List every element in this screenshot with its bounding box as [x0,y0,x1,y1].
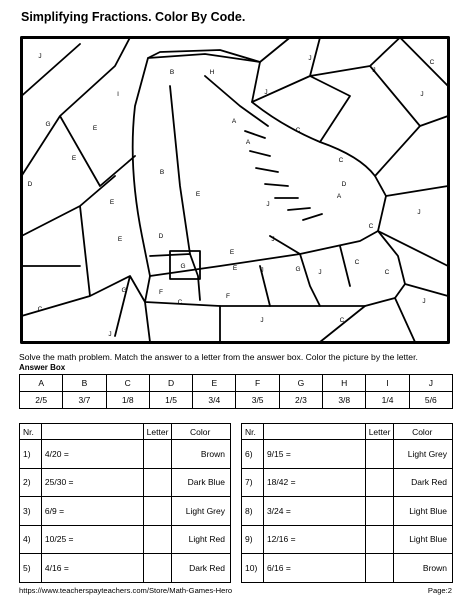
region-letter: E [92,125,98,132]
letter-header: Letter [143,424,172,440]
color-header: Color [172,424,231,440]
answer-box-letters-row [20,375,453,392]
nr-header: Nr. [242,424,264,440]
nr-header: Nr. [20,424,42,440]
answer-value: 3/7 [63,392,106,409]
region-letter: H [209,69,215,76]
answer-letter: J [409,375,452,392]
region-letter: B [169,69,175,76]
shoe-picture [20,36,450,344]
problem-header [41,424,143,440]
region-letter: C [37,306,43,313]
letter-answer-cell[interactable] [143,525,172,554]
answer-letter: E [193,375,236,392]
letter-answer-cell[interactable] [365,440,394,469]
answer-value: 2/5 [20,392,63,409]
region-letter: D [158,233,164,240]
answer-letter: D [149,375,192,392]
region-letter: J [266,201,270,208]
region-letter: A [336,193,342,200]
letter-answer-cell[interactable] [365,497,394,526]
problem-row [20,525,231,554]
letter-header: Letter [365,424,394,440]
region-letter: E [195,191,201,198]
region-letter: B [159,169,165,176]
region-letter: J [420,91,424,98]
problem-expression: 18/42 = [263,468,365,497]
problem-color: Dark Red [172,554,231,583]
problem-expression: 3/24 = [263,497,365,526]
region-letter: C [384,269,390,276]
answer-value: 1/5 [149,392,192,409]
problem-row [20,497,231,526]
problem-number: 4) [20,525,42,554]
letter-answer-cell[interactable] [143,497,172,526]
region-letter: J [260,317,264,324]
problem-color: Brown [394,554,453,583]
answer-letter: F [236,375,279,392]
answer-value: 2/3 [279,392,322,409]
shoe-outline [133,54,405,306]
problem-expression: 12/16 = [263,525,365,554]
problem-expression: 4/16 = [41,554,143,583]
problem-number: 8) [242,497,264,526]
region-letter: A [231,118,237,125]
region-letter: J [264,89,268,96]
region-letter: D [27,181,33,188]
answer-letter: G [279,375,322,392]
region-letter: J [260,267,264,274]
problem-number: 2) [20,468,42,497]
page-number: Page:2 [427,586,452,595]
region-letter: G [121,287,127,294]
problem-number: 9) [242,525,264,554]
problem-number: 10) [242,554,264,583]
region-letter: E [232,265,238,272]
problem-row [20,554,231,583]
problem-expression: 9/15 = [263,440,365,469]
answer-value: 1/4 [366,392,409,409]
problem-number: 7) [242,468,264,497]
color-header: Color [394,424,453,440]
problem-color: Dark Red [394,468,453,497]
problem-color: Light Grey [172,497,231,526]
problem-color: Light Blue [394,525,453,554]
answer-box-values-row [20,392,453,409]
problem-expression: 25/30 = [41,468,143,497]
letter-answer-cell[interactable] [143,468,172,497]
problem-color: Dark Blue [172,468,231,497]
problem-row [20,440,231,469]
region-letter: F [159,289,163,296]
problem-row [242,554,453,583]
region-letter: C [368,223,374,230]
region-letter: C [295,127,301,134]
region-letter: E [109,199,115,206]
region-letter: C [429,59,435,66]
shoe-laces [245,131,322,220]
region-letter: E [71,155,77,162]
region-letter: C [338,157,344,164]
color-by-code-picture [20,36,450,344]
answer-letter: I [366,375,409,392]
region-letter: J [372,67,376,74]
region-letter: A [245,139,251,146]
region-letter: C [177,299,183,306]
letter-answer-cell[interactable] [365,468,394,497]
region-letter: J [108,331,112,338]
problem-row [242,468,453,497]
region-labels [28,53,435,338]
problems-header-row [20,424,231,440]
region-letter: C [339,317,345,324]
answer-letter: C [106,375,149,392]
region-letter: C [354,259,360,266]
problem-expression: 6/9 = [41,497,143,526]
answer-letter: H [323,375,366,392]
region-letter: J [417,209,421,216]
region-letter: I [117,91,119,98]
page-title: Simplifying Fractions. Color By Code. [21,10,246,24]
problem-number: 1) [20,440,42,469]
region-letter: G [45,121,51,128]
letter-answer-cell[interactable] [365,554,394,583]
problem-row [242,440,453,469]
answer-value: 3/8 [323,392,366,409]
problem-expression: 4/20 = [41,440,143,469]
problem-header [263,424,365,440]
answer-letter: A [20,375,63,392]
region-letter: J [318,269,322,276]
region-letter: J [38,53,42,60]
problems-table-left [19,423,231,583]
problem-color: Light Grey [394,440,453,469]
answer-value: 3/5 [236,392,279,409]
region-letter: G [180,263,186,270]
region-letter: E [229,249,235,256]
problem-expression: 6/16 = [263,554,365,583]
problem-row [242,525,453,554]
problems-header-row [242,424,453,440]
shoe-heel [150,254,200,300]
answer-box [19,374,453,409]
letter-answer-cell[interactable] [143,554,172,583]
region-letter: F [226,293,230,300]
problems-table-right [241,423,453,583]
region-letter: E [117,236,123,243]
region-letter: D [341,181,347,188]
letter-answer-cell[interactable] [365,525,394,554]
problem-row [20,468,231,497]
answer-box-label: Answer Box [19,363,66,372]
problem-number: 6) [242,440,264,469]
region-letter: J [271,236,275,243]
answer-value: 1/8 [106,392,149,409]
problem-expression: 10/25 = [41,525,143,554]
answer-letter: B [63,375,106,392]
answer-value: 3/4 [193,392,236,409]
problem-color: Brown [172,440,231,469]
region-letter: J [308,55,312,62]
region-letter: G [295,266,301,273]
problem-number: 5) [20,554,42,583]
footer-url: https://www.teacherspayteachers.com/Store/Math-Games-Hero [19,586,233,595]
problem-row [242,497,453,526]
letter-answer-cell[interactable] [143,440,172,469]
problem-number: 3) [20,497,42,526]
problem-color: Light Blue [394,497,453,526]
answer-value: 5/6 [409,392,452,409]
instructions: Solve the math problem. Match the answer to a letter from the answer box. Color the picture by the letter. [19,352,418,362]
problem-color: Light Red [172,525,231,554]
background-lines [22,38,449,343]
region-letter: J [422,298,426,305]
